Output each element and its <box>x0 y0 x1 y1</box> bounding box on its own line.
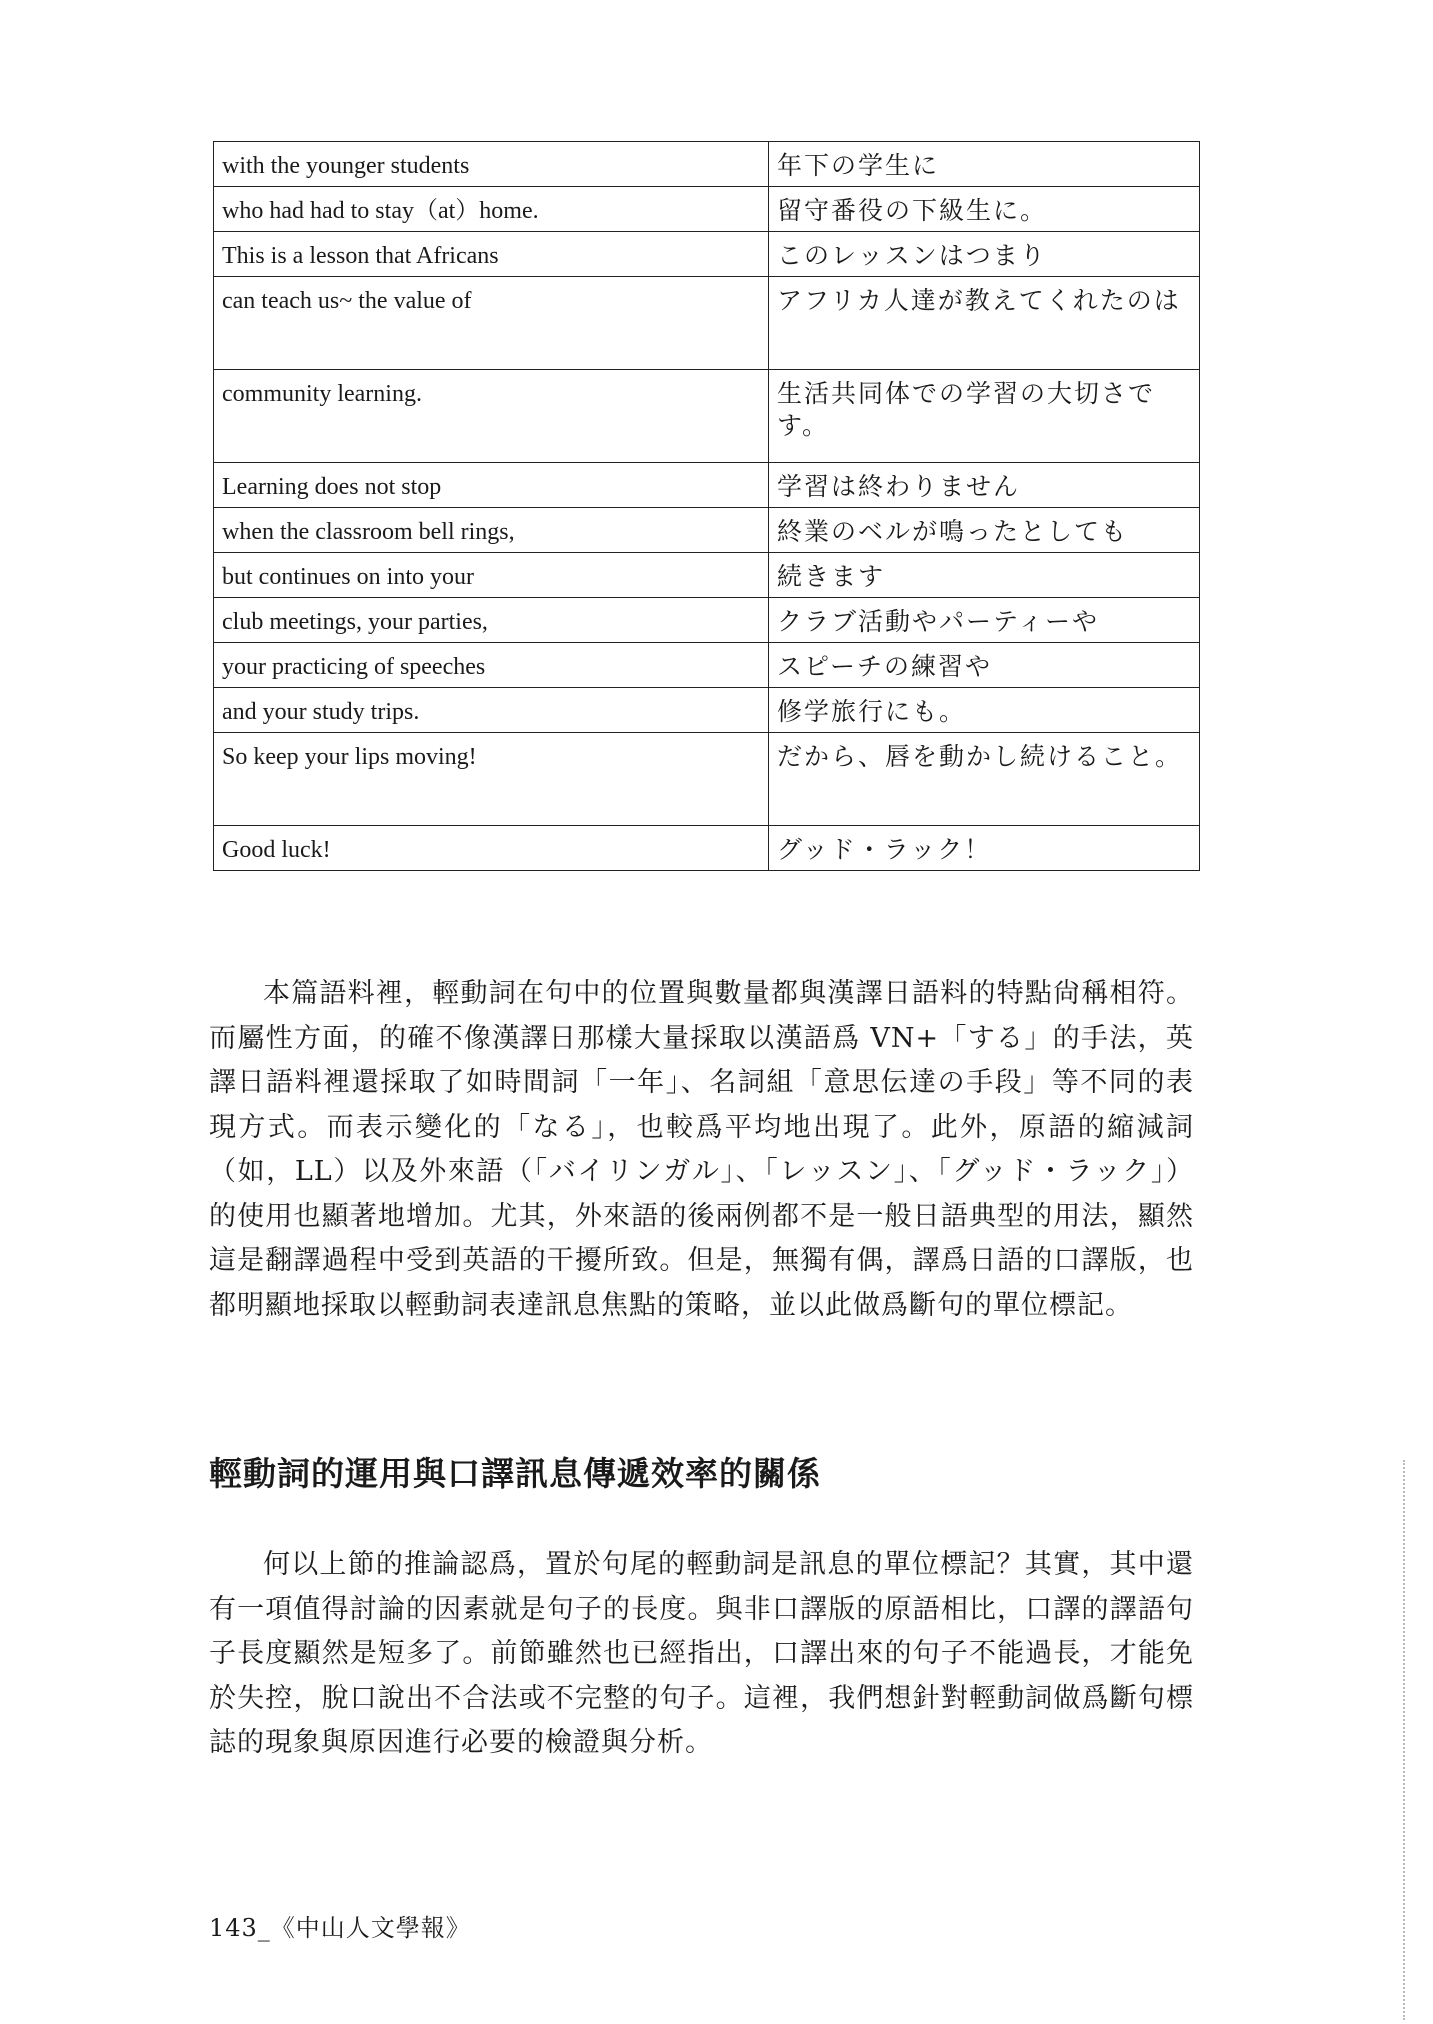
japanese-translation-cell: 終業のベルが鳴ったとしても <box>769 508 1200 553</box>
table-row <box>214 277 1200 370</box>
table-row <box>214 463 1200 508</box>
japanese-translation-cell: 続きます <box>769 553 1200 598</box>
english-source-cell: can teach us~ the value of <box>214 277 769 370</box>
english-source-cell: and your study trips. <box>214 688 769 733</box>
japanese-translation-cell: 年下の学生に <box>769 142 1200 187</box>
page-edge-scan-artifact <box>1401 1460 1405 2020</box>
japanese-translation-cell: 生活共同体での学習の大切さです。 <box>769 370 1200 463</box>
japanese-translation-cell: だから、唇を動かし続けること。 <box>769 733 1200 826</box>
table-body <box>214 142 1200 871</box>
body-paragraph-1: 本篇語料裡，輕動詞在句中的位置與數量都與漢譯日語料的特點尙稱相符。而屬性方面，的確不像漢譯日那樣大量採取以漢語爲 VN+「する」的手法，英譯日語料裡還採取了如時間詞「一年」、名詞組「意思伝達の手段」等不同的表現方式。而表示變化的「なる」，也較爲平均地出現了。此外，原語的縮減詞（如，LL）以及外來語（「バイリンガル」、「レッスン」、「グッド・ラック」）的使用也顯著地增加。尤其，外來語的後兩例都不是一般日語典型的用法，顯然這是翻譯過程中受到英語的干擾所致。但是，無獨有偶，譯爲日語的口譯版，也都明顯地採取以輕動詞表達訊息焦點的策略，並以此做爲斷句的單位標記。 <box>209 978 1194 1321</box>
english-source-cell: So keep your lips moving! <box>214 733 769 826</box>
english-source-cell: club meetings, your parties, <box>214 598 769 643</box>
table-row <box>214 826 1200 871</box>
table-row <box>214 142 1200 187</box>
table-row <box>214 187 1200 232</box>
table-row <box>214 688 1200 733</box>
english-source-cell: community learning. <box>214 370 769 463</box>
english-source-cell: who had had to stay（at）home. <box>214 187 769 232</box>
japanese-translation-cell: 修学旅行にも。 <box>769 688 1200 733</box>
english-source-cell: Learning does not stop <box>214 463 769 508</box>
japanese-translation-cell: グッド・ラック！ <box>769 826 1200 871</box>
japanese-translation-cell: スピーチの練習や <box>769 643 1200 688</box>
table-row <box>214 733 1200 826</box>
table-row <box>214 643 1200 688</box>
english-source-cell: your practicing of speeches <box>214 643 769 688</box>
running-footer: 143_《中山人文學報》 <box>209 1914 471 1942</box>
english-source-cell: This is a lesson that Africans <box>214 232 769 277</box>
bilingual-translation-table <box>213 141 1200 871</box>
table-row <box>214 232 1200 277</box>
english-source-cell: with the younger students <box>214 142 769 187</box>
body-paragraph-2: 何以上節的推論認爲，置於句尾的輕動詞是訊息的單位標記？其實，其中還有一項值得討論的因素就是句子的長度。與非口譯版的原語相比，口譯的譯語句子長度顯然是短多了。前節雖然也已經指出，口譯出來的句子不能過長，才能免於失控，脫口說出不合法或不完整的句子。這裡，我們想針對輕動詞做爲斷句標誌的現象與原因進行必要的檢證與分析。 <box>209 1549 1194 1758</box>
japanese-translation-cell: このレッスンはつまり <box>769 232 1200 277</box>
japanese-translation-cell: 留守番役の下級生に。 <box>769 187 1200 232</box>
english-source-cell: Good luck! <box>214 826 769 871</box>
section-heading: 輕動詞的運用與口譯訊息傳遞效率的關係 <box>209 1454 821 1493</box>
english-source-cell: but continues on into your <box>214 553 769 598</box>
japanese-translation-cell: アフリカ人達が教えてくれたのは <box>769 277 1200 370</box>
table-row <box>214 598 1200 643</box>
japanese-translation-cell: クラブ活動やパーティーや <box>769 598 1200 643</box>
table-row <box>214 553 1200 598</box>
table-row <box>214 508 1200 553</box>
english-source-cell: when the classroom bell rings, <box>214 508 769 553</box>
table-row <box>214 370 1200 463</box>
japanese-translation-cell: 学習は終わりません <box>769 463 1200 508</box>
